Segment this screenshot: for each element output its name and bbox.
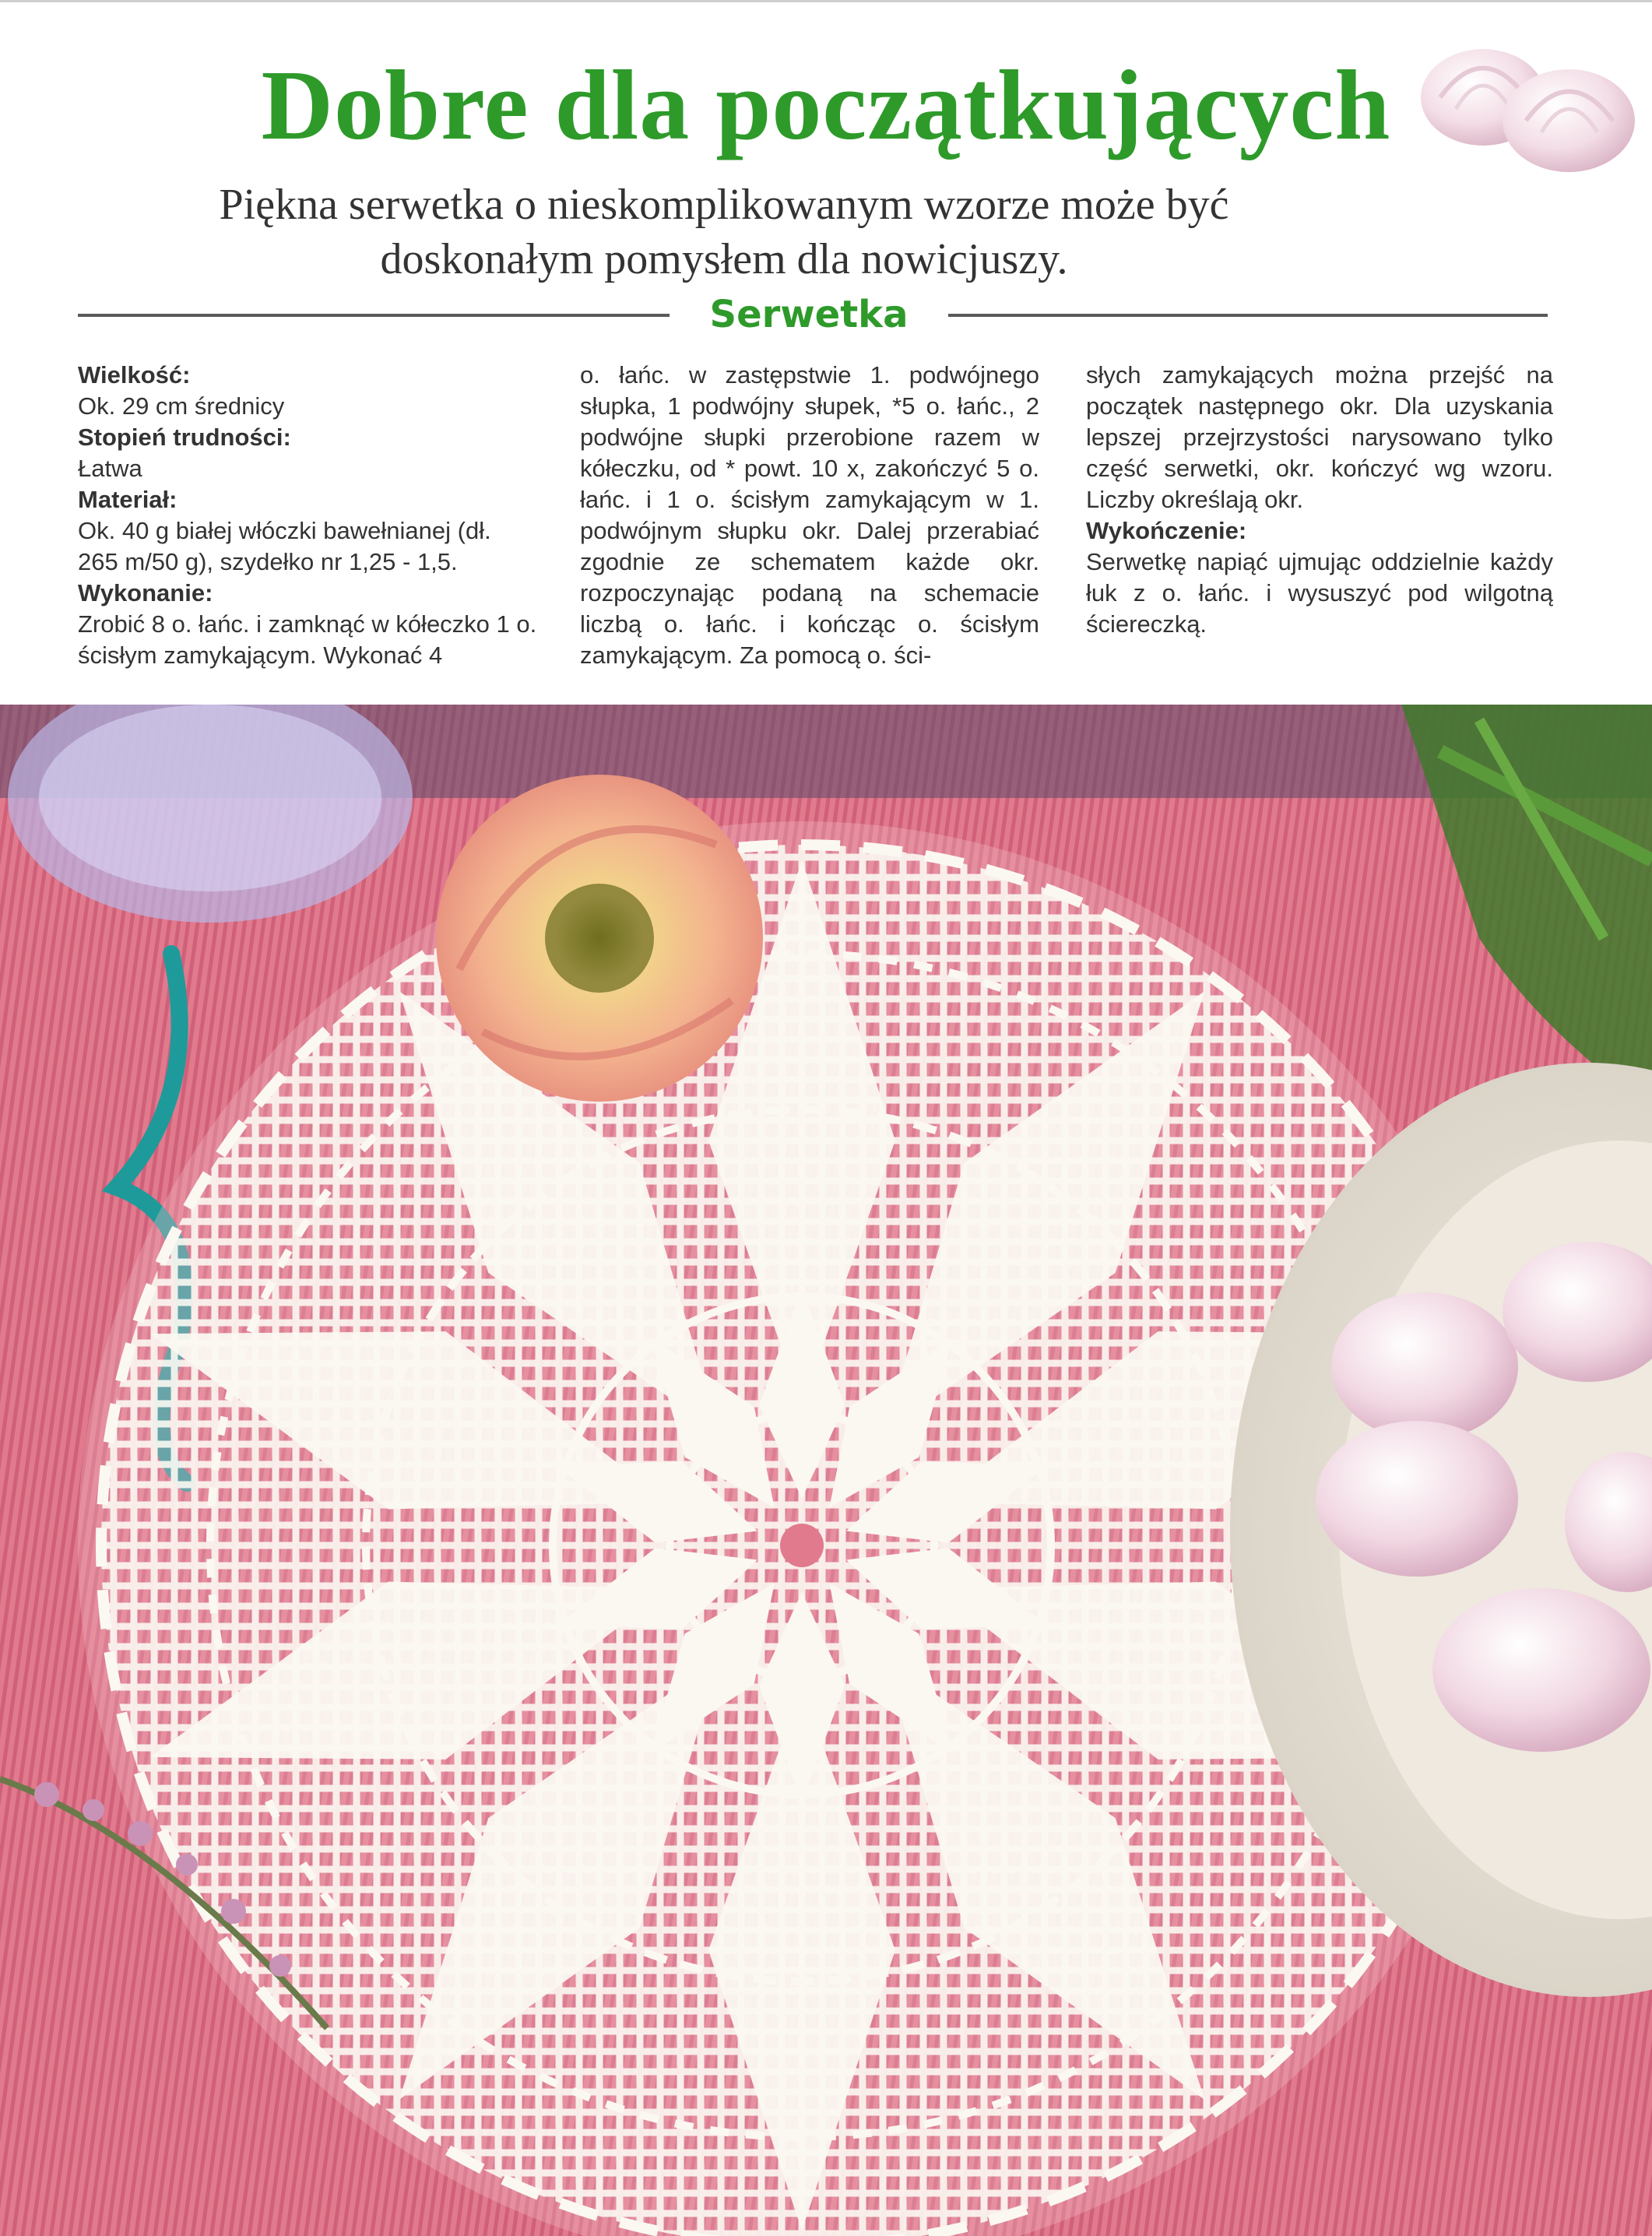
execution-value: Zrobić 8 o. łańc. i zamknąć w kółeczko 1 o. ścisłym zamykającym. Wykonać 4	[78, 610, 537, 669]
execution-label: Wykonanie:	[78, 579, 213, 606]
page-title: Dobre dla początkujących	[261, 50, 1391, 160]
page-subtitle: Piękna serwetka o nieskomplikowanym wzorze może być doskonałym pomysłem dla nowicjuszy.	[219, 181, 1229, 283]
section-divider-left	[78, 314, 670, 317]
crochet-doily-illustration	[0, 705, 1652, 2236]
material-label: Materiał:	[78, 486, 178, 513]
doily-photo	[0, 705, 1652, 2236]
instructions-column-2	[580, 360, 1039, 671]
difficulty-label: Stopień trudności:	[78, 424, 291, 451]
instructions-text: o. łańc. w zastępstwie 1. podwójnego słupka, 1 podwójny słupek, *5 o. łańc., 2 podwójne słupki przerobione razem w kółeczku, od * powt. 10 x, zakończyć 5 o. łańc. i 1 o. ścisłym zamykającym w 1. podwójnym słupku okr. Dalej przerabiać zgodnie ze schematem każde okr. rozpoczynając podaną na schemacie liczbą o. łańc. i kończąc o. ścisłym zamykającym. Za pomocą o. ści-	[580, 361, 1039, 669]
instructions-column-3	[1086, 360, 1553, 640]
finishing-value: Serwetkę napiąć ujmując oddzielnie każdy łuk z o. łańc. i wysuszyć pod wilgotną ściereczką.	[1086, 548, 1553, 638]
instructions-column-1	[78, 360, 537, 671]
finishing-label: Wykończenie:	[1086, 517, 1247, 544]
size-label: Wielkość:	[78, 361, 191, 388]
top-border-line	[0, 0, 1652, 2]
instructions-continued-text: słych zamykających można przejść na początek następnego okr. Dla uzyskania lepszej przejrzystości narysowano tylko część serwetki, okr. kończyć wg wzoru. Liczby określają okr.	[1086, 361, 1553, 513]
size-value: Ok. 29 cm średnicy	[78, 392, 285, 420]
material-value: Ok. 40 g białej włóczki bawełnianej (dł. 265 m/50 g), szydełko nr 1,25 - 1,5.	[78, 517, 491, 575]
section-divider-right	[948, 314, 1548, 317]
section-title: Serwetka	[709, 293, 909, 336]
difficulty-value: Łatwa	[78, 455, 142, 482]
